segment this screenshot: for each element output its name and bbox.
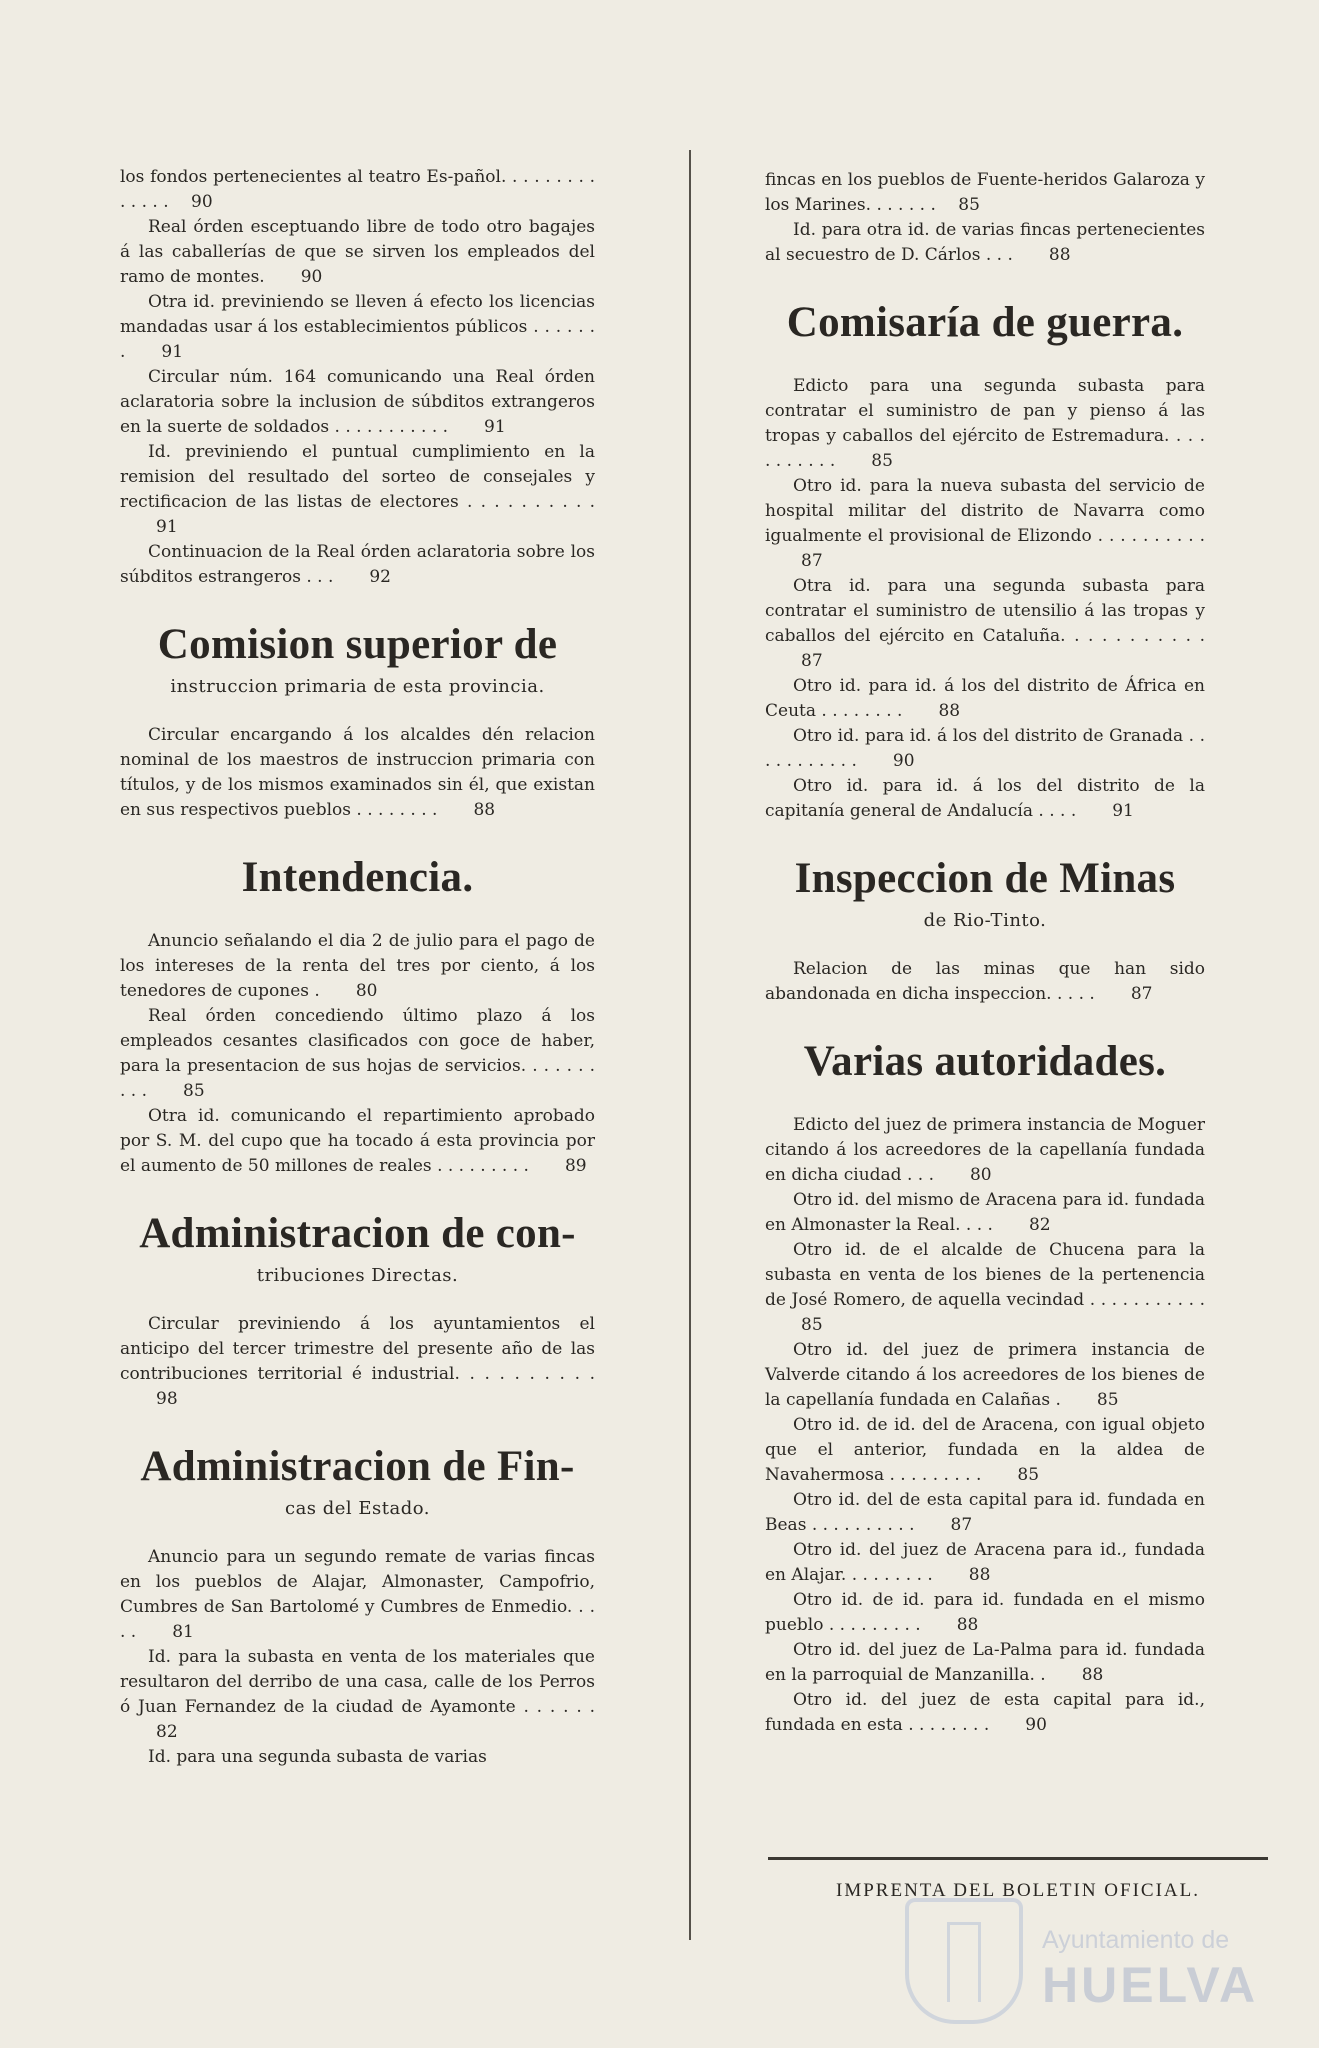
entry-text: Id. para la subasta en venta de los materiales que resultaron del derribo de una casa, calle de los Perros ó Juan Fernandez de la ciudad de Ayamonte . . . . . . <box>120 1647 595 1717</box>
section-heading: Comisaría de guerra. <box>786 299 1184 346</box>
index-entry <box>765 957 1205 1007</box>
left-column <box>120 165 595 1770</box>
page-number: 98 <box>156 1389 178 1409</box>
entry-text: Anuncio señalando el dia 2 de julio para el pago de los intereses de la renta del tres por ciento, á los tenedores de cupones . <box>120 931 595 1001</box>
entry-text: Otro id. para id. á los del distrito de la capitanía general de Andalucía . . . . <box>765 776 1205 821</box>
page-number: 87 <box>1130 984 1153 1004</box>
index-entry <box>765 1538 1205 1588</box>
section-subheading: instruccion primaria de esta provincia. <box>170 676 545 697</box>
entry-list <box>765 168 1205 268</box>
section-heading: Varias autoridades. <box>803 1038 1167 1085</box>
index-entry <box>765 1113 1205 1188</box>
index-entry <box>120 1004 595 1104</box>
entry-text: Otro id. de id. para id. fundada en el mismo pueblo . . . . . . . . . <box>765 1590 1205 1635</box>
entry-text: Id. para una segunda subasta de varias <box>148 1747 487 1767</box>
page-number: 89 <box>564 1156 587 1176</box>
index-entry <box>120 365 595 440</box>
entry-text: Otra id. para una segunda subasta para contratar el suministro de utensilio á las tropas y caballos del ejército en Cataluña. . . . . . . . . . . <box>765 576 1205 646</box>
index-entry <box>765 1638 1205 1688</box>
entry-list <box>120 1545 595 1770</box>
entry-list <box>765 957 1205 1007</box>
page-number: 82 <box>1028 1215 1051 1235</box>
entry-text: Circular núm. 164 comunicando una Real órden aclaratoria sobre la inclusion de súbditos extrangeros en la suerte de soldados . . . . . . . . . . . <box>120 367 595 437</box>
index-entry <box>765 1488 1205 1538</box>
page-number: 91 <box>156 517 178 537</box>
section-heading: Administracion de Fin- <box>140 1443 575 1490</box>
entry-text: Id. previniendo el puntual cumplimiento en la remision del resultado del sorteo de consejales y rectificacion de las listas de electores . . . . . . . . . . <box>120 442 595 512</box>
index-entry <box>765 1188 1205 1238</box>
page-number: 91 <box>1112 801 1134 821</box>
entry-text: Otro id. de el alcalde de Chucena para la subasta en venta de los bienes de la pertenencia de José Romero, de aquella vecindad . . . . . . . . . . . <box>765 1240 1205 1310</box>
entry-text: Edicto del juez de primera instancia de Moguer citando á los acreedores de la capellanía fundada en dicha ciudad . . . <box>765 1115 1205 1185</box>
page-number: 88 <box>473 800 496 820</box>
index-entry <box>120 1545 595 1645</box>
page-number: 88 <box>956 1615 979 1635</box>
index-entry <box>120 1645 595 1745</box>
index-entry <box>765 218 1205 268</box>
entry-text: Otro id. para id. á los del distrito de Granada . . . . . . . . . . . <box>765 726 1205 771</box>
section-subheading: tribuciones Directas. <box>256 1265 459 1286</box>
section-heading: Inspeccion de Minas <box>794 855 1176 902</box>
entry-text: Otra id. previniendo se lleven á efecto los licencias mandadas usar á los establecimientos públicos . . . . . . . <box>120 292 595 362</box>
page-number: 91 <box>161 342 184 362</box>
entry-text: Otro id. de id. del de Aracena, con igual objeto que el anterior, fundada en la aldea de Navahermosa . . . . . . . . . <box>765 1415 1205 1485</box>
page-number: 88 <box>968 1565 991 1585</box>
entry-text: Real órden esceptuando libre de todo otro bagajes á las caballerías de que se sirven los empleados del ramo de montes. <box>120 217 595 287</box>
entry-text: los fondos pertenecientes al teatro Es-pañol. . . . . . . . . . . . . . <box>120 167 595 212</box>
page-number: 81 <box>172 1622 194 1642</box>
entry-text: Otro id. del juez de La-Palma para id. fundada en la parroquial de Manzanilla. . <box>765 1640 1205 1685</box>
entry-text: Otro id. del juez de esta capital para id., fundada en esta . . . . . . . . <box>765 1690 1205 1735</box>
index-entry <box>120 723 595 823</box>
page-number: 85 <box>183 1081 205 1101</box>
index-entry <box>765 674 1205 724</box>
entry-text: Relacion de las minas que han sido abandonada en dicha inspeccion. . . . . <box>765 959 1205 1004</box>
index-entry <box>765 774 1205 824</box>
index-entry <box>765 474 1205 574</box>
index-entry <box>765 374 1205 474</box>
entry-list <box>120 165 595 590</box>
index-entry <box>765 1238 1205 1338</box>
column-divider <box>689 150 691 1940</box>
entry-text: Continuacion de la Real órden aclaratoria sobre los súbditos estrangeros . . . <box>120 542 595 587</box>
index-entry <box>765 168 1205 218</box>
page-number: 85 <box>801 1315 823 1335</box>
entry-text: fincas en los pueblos de Fuente-heridos Galaroza y los Marines. . . . . . . <box>765 170 1205 215</box>
page-number: 90 <box>191 192 213 212</box>
entry-text: Edicto para una segunda subasta para contratar el suministro de pan y pienso á las tropas y caballos del ejército de Estremadura. . . . . . . . . . . <box>765 376 1205 471</box>
index-entry <box>120 1312 595 1412</box>
entry-list <box>120 929 595 1179</box>
entry-text: Otro id. del mismo de Aracena para id. fundada en Almonaster la Real. . . . <box>765 1190 1205 1235</box>
index-entry <box>765 1338 1205 1413</box>
entry-text: Otro id. para la nueva subasta del servicio de hospital militar del distrito de Navarra como igualmente el provisional de Elizondo . . . . . . . . . . <box>765 476 1205 546</box>
index-entry <box>765 1588 1205 1638</box>
index-entry <box>120 440 595 540</box>
page-number: 85 <box>958 195 980 215</box>
entry-list <box>120 1312 595 1412</box>
page-number: 85 <box>871 451 893 471</box>
page-number: 90 <box>1025 1715 1047 1735</box>
page-number: 80 <box>355 981 378 1001</box>
entry-text: Real órden concediendo último plazo á los empleados cesantes clasificados con goce de haber, para la presentacion de sus hojas de servicios. . . . . . . . . . <box>120 1006 595 1101</box>
index-entry <box>765 1413 1205 1488</box>
page-number: 91 <box>484 417 506 437</box>
page-number: 87 <box>801 551 823 571</box>
index-entry <box>765 1688 1205 1738</box>
coat-of-arms-icon <box>905 1898 1023 2024</box>
entry-list <box>765 1113 1205 1738</box>
printer-imprint: IMPRENTA DEL BOLETIN OFICIAL. <box>836 1880 1200 1901</box>
index-entry <box>765 724 1205 774</box>
page-number: 88 <box>1048 245 1071 265</box>
watermark <box>905 1898 1265 2028</box>
page-number: 85 <box>1096 1390 1119 1410</box>
watermark-line2: HUELVA <box>1042 1957 1259 2013</box>
section-subheading: de Rio-Tinto. <box>923 910 1047 931</box>
entry-text: Otro id. del juez de Aracena para id., fundada en Alajar. . . . . . . . . <box>765 1540 1205 1585</box>
entry-list <box>120 723 595 823</box>
entry-text: Anuncio para un segundo remate de varias fincas en los pueblos de Alajar, Almonaster, Campofrio, Cumbres de San Bartolomé y Cumbres de Enmedio. . . . . <box>120 1547 595 1642</box>
entry-text: Circular encargando á los alcaldes dén relacion nominal de los maestros de instruccion primaria con títulos, y de los mismos examinados sin él, que existan en sus respectivos pueblos . . . . . . . . <box>120 725 595 820</box>
entry-text: Circular previniendo á los ayuntamientos el anticipo del tercer trimestre del presente año de las contribuciones territorial é industrial. . . . . . . . . . <box>120 1314 595 1384</box>
section-heading: Administracion de con- <box>139 1210 576 1257</box>
page-number: 92 <box>369 567 391 587</box>
index-entry <box>120 215 595 290</box>
section-subheading: cas del Estado. <box>284 1498 431 1519</box>
footer-rule <box>768 1857 1268 1860</box>
page-number: 82 <box>156 1722 178 1742</box>
entry-list <box>765 374 1205 824</box>
index-entry <box>120 165 595 215</box>
page-number: 87 <box>950 1515 973 1535</box>
entry-text: Otro id. del de esta capital para id. fundada en Beas . . . . . . . . . . <box>765 1490 1205 1535</box>
index-entry <box>120 540 595 590</box>
index-entry <box>120 1104 595 1179</box>
section-heading: Comision superior de <box>157 621 558 668</box>
entry-text: Otro id. del juez de primera instancia de Valverde citando á los acreedores de los bienes de la capellanía fundada en Calañas . <box>765 1340 1205 1410</box>
page-number: 90 <box>892 751 915 771</box>
entry-text: Otra id. comunicando el repartimiento aprobado por S. M. del cupo que ha tocado á esta provincia por el aumento de 50 millones de reales . . . . . . . . . <box>120 1106 595 1176</box>
page-number: 88 <box>938 701 961 721</box>
watermark-line1: Ayuntamiento de <box>1042 1926 1230 1954</box>
index-entry <box>765 574 1205 674</box>
entry-text: Otro id. para id. á los del distrito de África en Ceuta . . . . . . . . <box>765 676 1205 721</box>
page-number: 85 <box>1017 1465 1040 1485</box>
page-number: 90 <box>300 267 323 287</box>
section-heading: Intendencia. <box>241 854 474 901</box>
page-number: 80 <box>969 1165 992 1185</box>
index-entry <box>120 1745 595 1770</box>
entry-text: Id. para otra id. de varias fincas pertenecientes al secuestro de D. Cárlos . . . <box>765 220 1205 265</box>
page-number: 88 <box>1081 1665 1104 1685</box>
page-number: 87 <box>801 651 823 671</box>
right-column <box>765 168 1205 1738</box>
index-entry <box>120 929 595 1004</box>
index-entry <box>120 290 595 365</box>
